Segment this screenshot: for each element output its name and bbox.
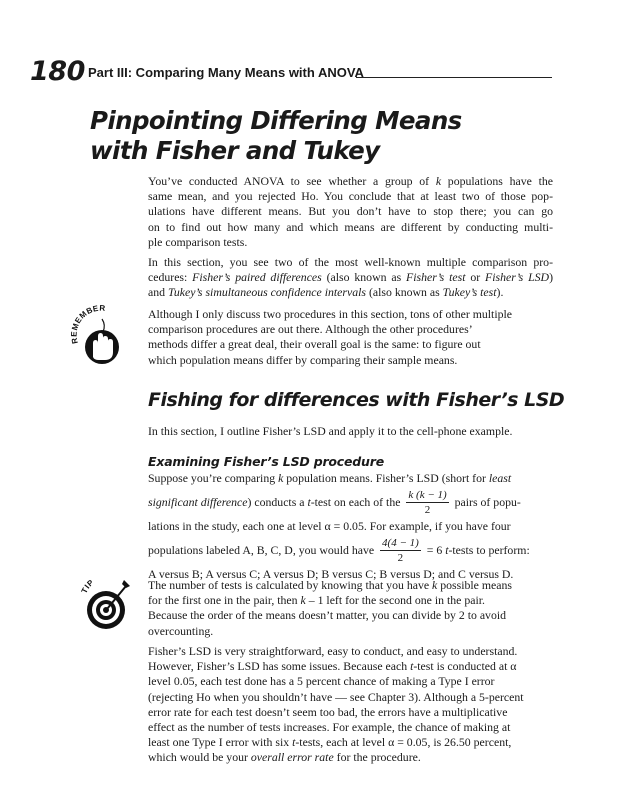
subsubsection-title: Examining Fisher’s LSD procedure bbox=[148, 454, 384, 469]
section-title-line-1: Pinpointing Differing Means bbox=[90, 106, 462, 135]
intro-paragraph-1 bbox=[148, 174, 553, 250]
text-line: error rate for each test doesn’t seem too bad, the errors have a multiplicative bbox=[148, 704, 508, 719]
text-line: cedures: Fisher’s paired differences (also known as Fisher’s test or Fisher’s LSD) bbox=[148, 270, 553, 285]
subsection-title: Fishing for differences with Fisher’s LSD bbox=[148, 389, 565, 411]
tip-icon bbox=[80, 572, 136, 632]
fisher-paragraph bbox=[148, 466, 553, 586]
remember-icon bbox=[68, 305, 134, 371]
text-line: Fisher’s LSD is very straightforward, easy to conduct, and easy to understand. bbox=[148, 644, 518, 658]
subsection-intro: In this section, I outline Fisher’s LSD and apply it to the cell-phone example. bbox=[148, 424, 513, 438]
text-line: effect as the number of tests increases. For example, the chance of making at bbox=[148, 720, 511, 735]
running-head: Part III: Comparing Many Means with ANOVA bbox=[88, 65, 364, 80]
text-line: which would be your overall error rate for the procedure. bbox=[148, 750, 421, 765]
text-line: on to find out how many and which means are different by conducting multi- bbox=[148, 219, 553, 234]
text-line: lations in the study, each one at level α = 0.05. For example, if you have four bbox=[148, 519, 511, 533]
fraction: $\frac{4(4 - 1)}{2}$ bbox=[382, 537, 419, 564]
text-line: and Tukey’s simultaneous confidence intervals (also known as Tukey’s test). bbox=[148, 285, 504, 300]
text-line: comparison procedures are out there. Although the other procedures’ bbox=[148, 322, 473, 337]
text-line: which population means differ by comparing their sample means. bbox=[148, 352, 458, 367]
text-line: ple comparison tests. bbox=[148, 234, 248, 249]
page-number: 180 bbox=[30, 56, 85, 87]
header-rule bbox=[356, 77, 552, 78]
text-line: overcounting. bbox=[148, 623, 214, 638]
text-line: methods differ a great deal, their overall goal is the same: to figure out bbox=[148, 337, 481, 352]
text-line: same mean, and you rejected Ho. You conclude that at least two of those pop- bbox=[148, 189, 553, 204]
remember-icon-label: REMEMBER bbox=[69, 305, 106, 345]
text-line: ulations have different means. But you don’t have to stop there; you can go bbox=[148, 204, 553, 219]
intro-paragraph-2 bbox=[148, 255, 553, 301]
text-line: A versus B; A versus C; A versus D; B versus C; B versus D; and C versus D. bbox=[148, 567, 514, 581]
text-line: populations labeled A, B, C, D, you would have $\frac{4(4 - 1)}{2}$ = 6 t-tests to perform: bbox=[148, 537, 530, 564]
fraction: $\frac{k (k - 1)}{2}$ bbox=[408, 489, 447, 516]
text-line: level 0.05, each test done has a 5 percent chance of making a Type I error bbox=[148, 674, 495, 689]
text-line: Because the order of the means doesn’t matter, you can divide by 2 to avoid bbox=[148, 608, 507, 623]
page-header bbox=[30, 58, 552, 88]
tip-icon-label: TIP bbox=[80, 577, 96, 595]
text-line: The number of tests is calculated by knowing that you have k possible means bbox=[148, 578, 513, 592]
text-line: for the first one in the pair, then k – 1 left for the second one in the pair. bbox=[148, 593, 485, 608]
text-line: significant difference) conducts a t-test on each of the $\frac{k (k - 1)}{2}$ pairs of popu- bbox=[148, 489, 521, 516]
text-line: You’ve conducted ANOVA to see whether a group of k populations have the bbox=[148, 174, 553, 188]
text-line: least one Type I error with six t-tests, each at level α = 0.05, is 26.50 percent, bbox=[148, 735, 512, 750]
text-line: Although I only discuss two procedures in this section, tons of other multiple bbox=[148, 307, 513, 321]
text-line: However, Fisher’s LSD has some issues. Because each t-test is conducted at α bbox=[148, 659, 517, 674]
text-line: In this section, you see two of the most well-known multiple comparison pro- bbox=[148, 255, 553, 269]
final-paragraph bbox=[148, 644, 553, 766]
text-line: (rejecting Ho when you shouldn’t have — see Chapter 3). Although a 5-percent bbox=[148, 689, 524, 704]
tip-text bbox=[148, 578, 553, 639]
text-line: Suppose you’re comparing k population means. Fisher’s LSD (short for least bbox=[148, 471, 512, 485]
svg-text:TIP bbox=[80, 578, 96, 595]
section-title-line-2: with Fisher and Tukey bbox=[90, 136, 380, 165]
section-title bbox=[90, 106, 462, 166]
remember-text bbox=[148, 307, 553, 368]
